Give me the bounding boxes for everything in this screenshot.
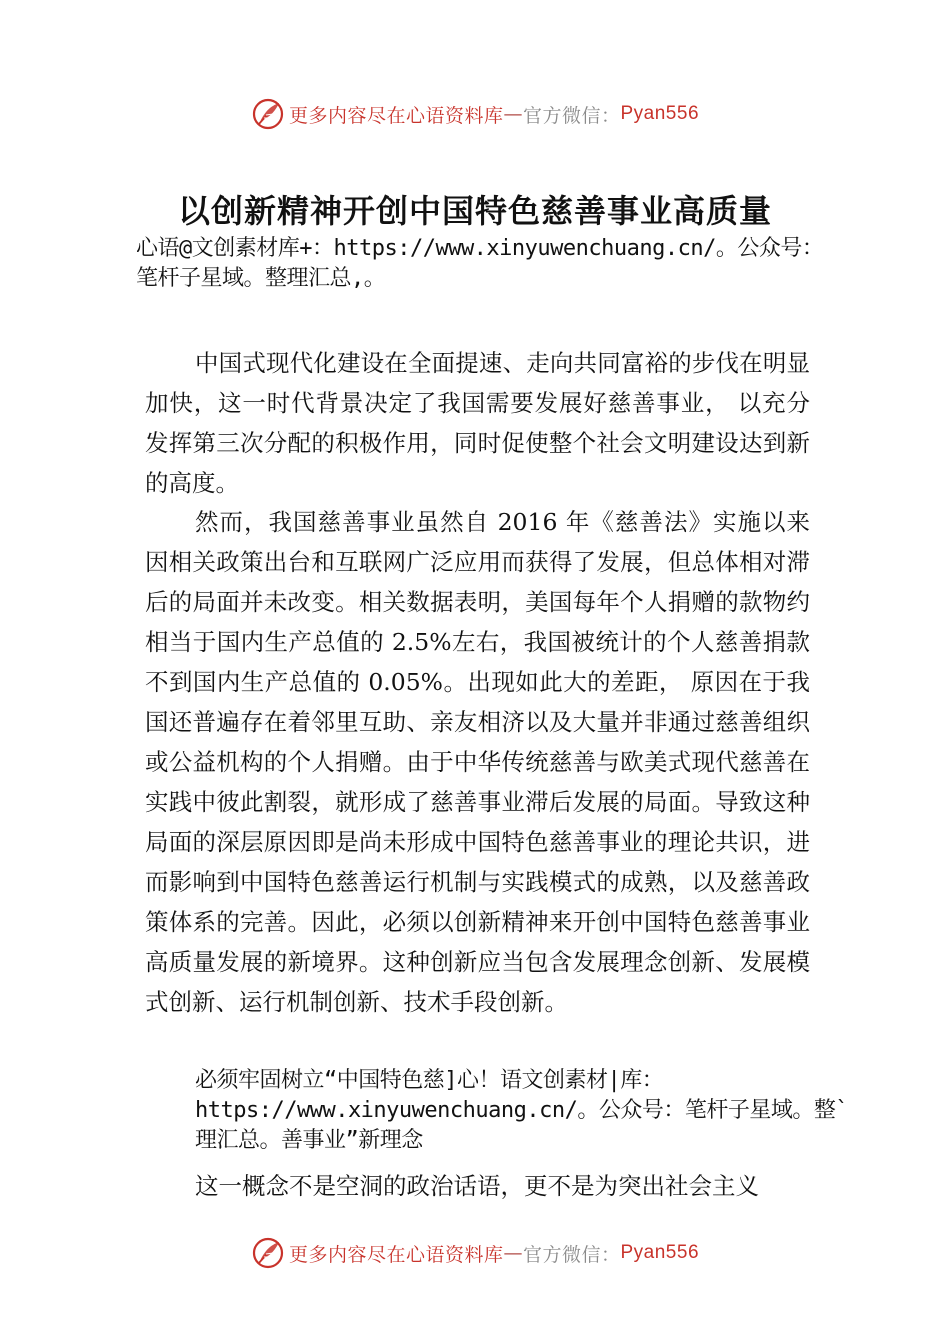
footer-banner xyxy=(0,1233,950,1273)
banner-separator: — xyxy=(503,103,523,125)
source-note: 心语@文创素材库+：https://www.xinyuwenchuang.cn/。公众号：笔杆子星域。整理汇总,。 xyxy=(136,236,824,291)
banner-wechat-label: 官方微信： xyxy=(522,1243,621,1266)
banner-separator: — xyxy=(503,1242,523,1264)
banner-slogan: 更多内容尽在心语资料库 xyxy=(288,104,504,127)
paragraph-2: 然而，我国慈善事业虽然自 2016 年《慈善法》实施以来因相关政策出台和互联网广泛应用而获得了发展，但总体相对滞后的局面并未改变。相关数据表明，美国每年个人捐赠的款物约相当于国内生产总值的 2.5%左右，我国被统计的个人慈善捐款不到国内生产总值的 0.05%。出现如此大的差距， 原因在于我国还普遍存在着邻里互助、亲友相济以及大量并非通过慈善组织或公益机构的个人捐赠。由于中华传统慈善与欧美式现代慈善在实践中彼此割裂，就形成了慈善事业滞后发展的局面。导致这种局面的深层原因即是尚未形成中国特色慈善事业的理论共识，进而影响到中国特色慈善运行机制与实践模式的成熟，以及慈善政策体系的完善。因此，必须以创新精神来开创中国特色慈善事业高质量发展的新境界。这种创新应当包含发展理念创新、发展模式创新、运行机制创新、技术手段创新。 xyxy=(145,508,810,1016)
paragraph-3: 这一概念不是空洞的政治话语，更不是为突出社会主义 xyxy=(195,1172,759,1200)
feather-quill-logo-icon xyxy=(251,1236,285,1270)
inline-source-note: 必须牢固树立“中国特色慈]心！语文创素材|库：https://www.xinyuwenchuang.cn/。公众号：笔杆子星域。整`理汇总。善事业”新理念 xyxy=(195,1068,849,1153)
banner-wechat-label: 官方微信： xyxy=(522,104,621,127)
document-title: 以创新精神开创中国特色慈善事业高质量 xyxy=(177,192,772,230)
banner-wechat-id: Pyan556 xyxy=(620,1242,700,1263)
banner-slogan: 更多内容尽在心语资料库 xyxy=(288,1243,504,1266)
feather-quill-logo-icon xyxy=(251,97,285,131)
header-banner xyxy=(0,94,950,134)
banner-wechat-id: Pyan556 xyxy=(620,103,700,124)
paragraph-1: 中国式现代化建设在全面提速、走向共同富裕的步伐在明显加快，这一时代背景决定了我国需要发展好慈善事业， 以充分发挥第三次分配的积极作用，同时促使整个社会文明建设达到新的高度。 xyxy=(145,349,810,497)
